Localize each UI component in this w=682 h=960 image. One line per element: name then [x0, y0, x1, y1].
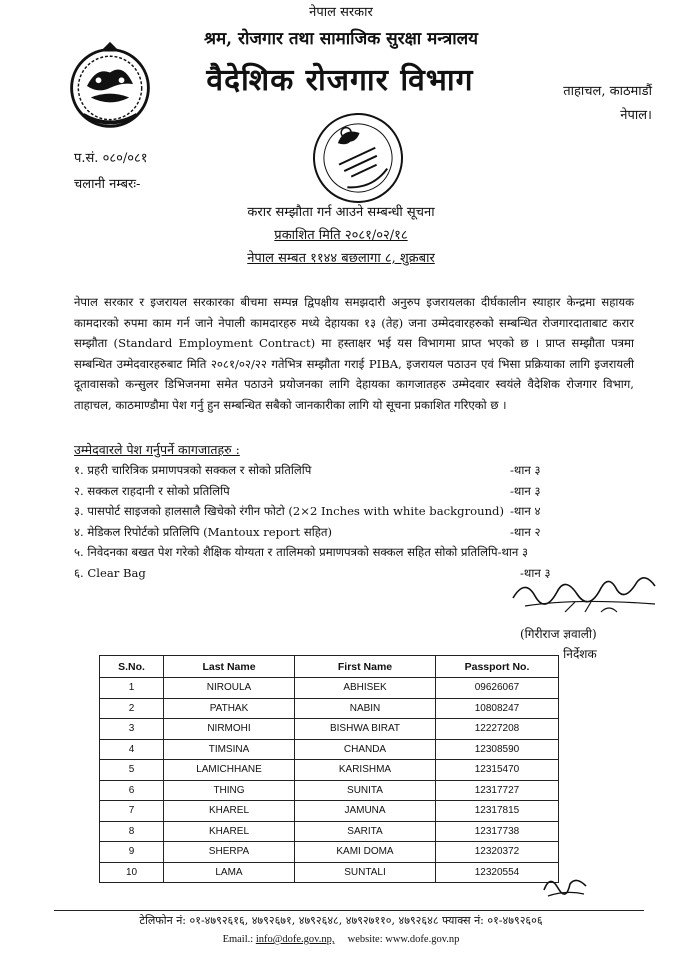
cell-last-name: KHAREL: [164, 821, 295, 842]
address-line-1: ताहाचल, काठमाडौं: [563, 84, 652, 99]
cell-last-name: KHAREL: [164, 801, 295, 822]
document-count: -थान ३: [510, 463, 541, 477]
official-stamp-icon: [308, 108, 408, 208]
document-count: -थान २: [510, 524, 541, 539]
document-count: -थान ४: [510, 504, 541, 518]
cell-sno: 8: [100, 821, 164, 842]
cell-sno: 9: [100, 842, 164, 863]
document-text: ३. पासपोर्ट साइजको हालसालै खिचेको रंगीन फोटो (2×2 Inches with white background): [74, 504, 504, 518]
table-row: [100, 821, 559, 842]
table-row: [100, 801, 559, 822]
signature-icon: [505, 568, 665, 618]
table-row: [100, 719, 559, 740]
reference-number: प.सं. ०८०/०८१: [74, 151, 148, 166]
document-item: [74, 460, 574, 481]
reference-block: [74, 146, 148, 198]
cell-first-name: NABIN: [295, 698, 436, 719]
cell-last-name: THING: [164, 780, 295, 801]
header-sno: S.No.: [100, 656, 164, 678]
office-address: [563, 80, 652, 128]
documents-heading: उम्मेदवारले पेश गर्नुपर्ने कागजातहरु :: [74, 442, 240, 457]
cell-first-name: KARISHMA: [295, 760, 436, 781]
cell-passport: 12308590: [436, 739, 559, 760]
nepal-sambat-date: नेपाल सम्बत ११४४ बछलागा ८, शुक्रबार: [247, 251, 435, 266]
cell-last-name: NIROULA: [164, 678, 295, 699]
header-passport: Passport No.: [436, 656, 559, 678]
table-row: [100, 862, 559, 883]
footer-divider: [54, 910, 644, 911]
department-name: वैदेशिक रोजगार विभाग: [206, 63, 474, 98]
footer-contact: [0, 934, 682, 945]
ministry-name: श्रम, रोजगार तथा सामाजिक सुरक्षा मन्त्रालय: [203, 29, 478, 49]
cell-first-name: SUNITA: [295, 780, 436, 801]
document-text: ५. निवेदनका बखत पेश गरेको शैक्षिक योग्यता र तालिमको प्रमाणपत्रको सक्कल सहित सोको प्रतिलिपि-थान ३: [74, 545, 529, 559]
signatory-name: (गिरीराज ज्ञवाली): [520, 627, 597, 641]
cell-passport: 12320554: [436, 862, 559, 883]
cell-first-name: KAMI DOMA: [295, 842, 436, 863]
gov-name: नेपाल सरकार: [309, 5, 373, 20]
cell-sno: 5: [100, 760, 164, 781]
document-item: [74, 501, 574, 522]
notice-title: करार सम्झौता गर्न आउने सम्बन्धी सूचना: [247, 205, 435, 220]
cell-last-name: LAMA: [164, 862, 295, 883]
cell-passport: 12317727: [436, 780, 559, 801]
cell-last-name: TIMSINA: [164, 739, 295, 760]
cell-passport: 12317815: [436, 801, 559, 822]
document-text: १. प्रहरी चारित्रिक प्रमाणपत्रको सक्कल र सोको प्रतिलिपि: [74, 463, 312, 477]
initials-signature-icon: [540, 870, 590, 900]
cell-last-name: LAMICHHANE: [164, 760, 295, 781]
cell-last-name: PATHAK: [164, 698, 295, 719]
candidate-table: [99, 655, 559, 883]
signatory-title: निर्देशक: [563, 647, 597, 661]
cell-last-name: SHERPA: [164, 842, 295, 863]
cell-sno: 3: [100, 719, 164, 740]
header-first-name: First Name: [295, 656, 436, 678]
cell-passport: 12317738: [436, 821, 559, 842]
document-item: [74, 563, 574, 584]
table-row: [100, 780, 559, 801]
document-item: [74, 522, 574, 543]
document-count: -थान ३: [520, 565, 551, 580]
cell-passport: 12320372: [436, 842, 559, 863]
table-header-row: [100, 656, 559, 678]
header-last-name: Last Name: [164, 656, 295, 678]
cell-sno: 6: [100, 780, 164, 801]
cell-passport: 10808247: [436, 698, 559, 719]
cell-first-name: SARITA: [295, 821, 436, 842]
table-row: [100, 842, 559, 863]
document-text: ६. Clear Bag: [74, 565, 146, 580]
cell-first-name: ABHISEK: [295, 678, 436, 699]
cell-last-name: NIRMOHI: [164, 719, 295, 740]
document-text: ४. मेडिकल रिपोर्टको प्रतिलिपि (Mantoux report सहित): [74, 524, 333, 539]
footer-phones: टेलिफोन नं: ०१-४७९२६१६, ४७९२६७१, ४७९२६४८, ४७९२७११०, ४७९२६४८ फ्याक्स नं: ०१-४७९२६०६: [139, 914, 543, 927]
document-text: २. सक्कल राहदानी र सोको प्रतिलिपि: [74, 483, 230, 498]
email-link[interactable]: info@dofe.gov.np,: [255, 934, 335, 945]
cell-first-name: BISHWA BIRAT: [295, 719, 436, 740]
cell-first-name: JAMUNA: [295, 801, 436, 822]
cell-sno: 1: [100, 678, 164, 699]
cell-first-name: CHANDA: [295, 739, 436, 760]
cell-passport: 12315470: [436, 760, 559, 781]
table-row: [100, 698, 559, 719]
documents-list: [74, 460, 574, 583]
document-count: -थान ३: [510, 483, 541, 498]
website-text[interactable]: website: www.dofe.gov.np: [347, 934, 460, 945]
email-label: Email.:: [222, 934, 254, 945]
cell-first-name: SUNTALI: [295, 862, 436, 883]
table-row: [100, 760, 559, 781]
document-item: [74, 481, 574, 502]
cell-sno: 2: [100, 698, 164, 719]
published-date: प्रकाशित मिति २०८१/०२/१८: [274, 228, 408, 243]
table-row: [100, 678, 559, 699]
document-item: [74, 542, 574, 563]
cell-passport: 09626067: [436, 678, 559, 699]
dispatch-number: चलानी नम्बरः-: [74, 177, 141, 192]
cell-sno: 7: [100, 801, 164, 822]
address-line-2: नेपाल।: [620, 108, 652, 123]
cell-sno: 4: [100, 739, 164, 760]
table-row: [100, 739, 559, 760]
cell-sno: 10: [100, 862, 164, 883]
notice-body: नेपाल सरकार र इजरायल सरकारका बीचमा सम्पन्न द्विपक्षीय समझदारी अनुरुप इजरायलका दीर्घकालीन स्याहार केन्द्रमा सहायक कामदारको रुपमा काम गर्न जाने नेपाली कामदारहरु मध्ये देहायका १३ (तेह) जना उम्मेदवारहरुको सम्बन्धित रोजगारदाताबाट करार सम्झौता (Standard Employment Contract) मा हस्ताक्षर भई यस विभागमा प्राप्त भएको छ । प्राप्त सम्झौता पत्रमा सम्बन्धित उम्मेदवारहरुबाट मिति २०८१/०२/२२ गतेभित्र सम्झौता गराई PIBA, इजरायल पठाउन एवं भिसा प्रक्रियाका लागि इजरायली दूतावासको कन्सुलर डिभिजनमा समेत पठाउने प्रयोजनका लागि देहायका कागजातहरु उम्मेदवार स्वयंले वैदेशिक रोजगार विभाग, ताहाचल, काठमाण्डौमा पेश गर्नु हुन सम्बन्धित सबैको जानकारीका लागि यो सूचना प्रकाशित गरिएको छ ।: [74, 295, 634, 412]
cell-passport: 12227208: [436, 719, 559, 740]
